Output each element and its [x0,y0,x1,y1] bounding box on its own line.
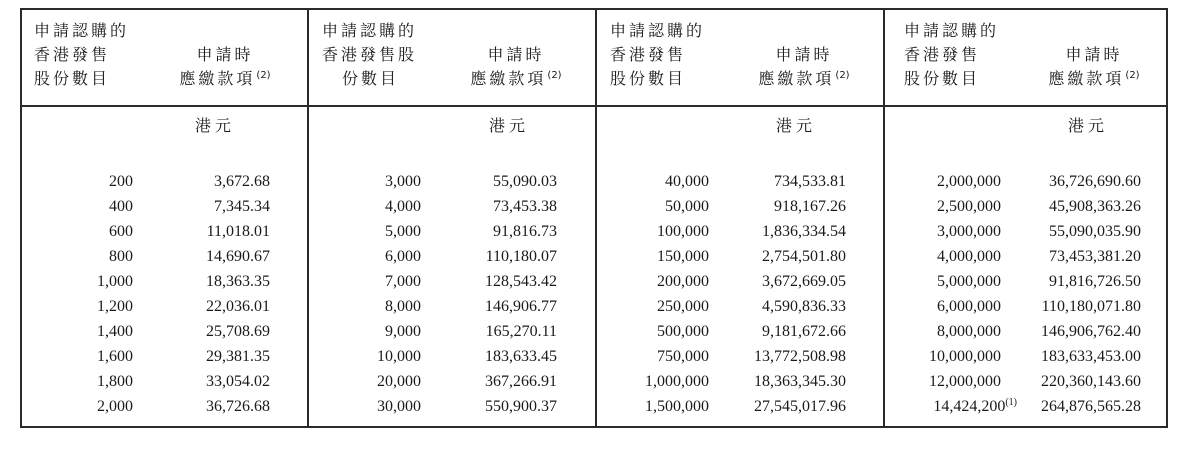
currency-unit: 港元 [776,116,817,135]
amount-cell: 734,533.81 [774,173,846,190]
footnote-marker: (1) [1005,397,1017,408]
amount-cell: 33,054.02 [206,373,270,390]
shares-cell: 12,000,000 [929,373,1001,390]
shares-cell: 4,000,000 [937,248,1001,265]
shares-cell: 6,000,000 [937,298,1001,315]
amount-cell: 73,453,381.20 [1049,248,1141,265]
shares-cell: 7,000 [385,273,421,290]
amount-cell: 110,180,071.80 [1041,298,1141,315]
amount-cell: 918,167.26 [774,198,846,215]
shares-cell: 2,000,000 [937,173,1001,190]
shares-cell: 9,000 [385,323,421,340]
shares-header: 申請認購的 香港發售 股份數目 [904,21,1000,88]
shares-cell: 2,000 [97,398,133,415]
shares-cell: 8,000,000 [937,323,1001,340]
amount-cell: 367,266.91 [485,373,557,390]
amount-cell: 9,181,672.66 [762,323,846,340]
shares-cell: 4,000 [385,198,421,215]
shares-cell: 1,000,000 [645,373,709,390]
header-divider [22,105,1166,107]
amount-cell: 110,180.07 [485,248,557,265]
shares-cell: 150,000 [657,248,709,265]
amount-cell: 220,360,143.60 [1041,373,1141,390]
shares-cell: 200 [109,173,133,190]
amount-cell: 55,090,035.90 [1049,223,1141,240]
amount-cell: 3,672,669.05 [762,273,846,290]
amount-cell: 11,018.01 [206,223,270,240]
amount-cell: 7,345.34 [214,198,270,215]
amount-cell: 29,381.35 [206,348,270,365]
amount-cell: 264,876,565.28 [1041,398,1141,415]
shares-cell: 14,424,200$^{(1)}$ [933,397,1017,415]
shares-cell: 200,000 [657,273,709,290]
shares-cell: 5,000 [385,223,421,240]
amount-cell: 13,772,508.98 [754,348,846,365]
shares-cell: 20,000 [377,373,421,390]
shares-cell: 8,000 [385,298,421,315]
shares-cell: 10,000 [377,348,421,365]
amount-cell: 36,726,690.60 [1049,173,1141,190]
amount-cell: 2,754,501.80 [762,248,846,265]
amount-cell: 3,672.68 [214,173,270,190]
shares-cell: 2,500,000 [937,198,1001,215]
shares-cell: 6,000 [385,248,421,265]
amount-cell: 18,363.35 [206,273,270,290]
shares-cell: 3,000 [385,173,421,190]
column-divider [883,10,885,426]
amount-cell: 91,816.73 [493,223,557,240]
shares-cell: 3,000,000 [937,223,1001,240]
amount-header: 申請時 應繳款項$^{(2)}$ [1048,45,1140,88]
shares-header: 申請認購的 香港發售股 份數目 [322,21,418,88]
column-divider [307,10,309,426]
shares-cell: 1,200 [97,298,133,315]
shares-cell: 600 [109,223,133,240]
amount-cell: 73,453.38 [493,198,557,215]
currency-unit: 港元 [489,116,530,135]
shares-cell: 750,000 [657,348,709,365]
amount-cell: 91,816,726.50 [1049,273,1141,290]
amount-cell: 45,908,363.26 [1049,198,1141,215]
amount-cell: 183,633.45 [485,348,557,365]
shares-cell: 100,000 [657,223,709,240]
shares-cell: 1,500,000 [645,398,709,415]
shares-cell: 1,600 [97,348,133,365]
amount-cell: 4,590,836.33 [762,298,846,315]
column-divider [595,10,597,426]
shares-cell: 800 [109,248,133,265]
amount-cell: 22,036.01 [206,298,270,315]
amount-header: 申請時 應繳款項$^{(2)}$ [470,45,562,88]
amount-cell: 128,543.42 [485,273,557,290]
shares-cell: 5,000,000 [937,273,1001,290]
currency-unit: 港元 [1068,116,1109,135]
shares-cell: 1,000 [97,273,133,290]
currency-unit: 港元 [195,116,236,135]
shares-cell: 10,000,000 [929,348,1001,365]
amount-cell: 146,906,762.40 [1041,323,1141,340]
amount-cell: 550,900.37 [485,398,557,415]
amount-cell: 18,363,345.30 [754,373,846,390]
amount-cell: 27,545,017.96 [754,398,846,415]
amount-header: 申請時 應繳款項$^{(2)}$ [179,45,271,88]
amount-cell: 36,726.68 [206,398,270,415]
shares-cell: 1,800 [97,373,133,390]
amount-cell: 14,690.67 [206,248,270,265]
shares-cell: 250,000 [657,298,709,315]
shares-cell: 30,000 [377,398,421,415]
shares-cell: 40,000 [665,173,709,190]
amount-cell: 1,836,334.54 [762,223,846,240]
shares-cell: 400 [109,198,133,215]
shares-cell: 1,400 [97,323,133,340]
amount-header: 申請時 應繳款項$^{(2)}$ [758,45,850,88]
amount-cell: 183,633,453.00 [1041,348,1141,365]
shares-header: 申請認購的 香港發售 股份數目 [610,21,706,88]
shares-cell: 50,000 [665,198,709,215]
shares-cell: 500,000 [657,323,709,340]
amount-cell: 146,906.77 [485,298,557,315]
amount-cell: 165,270.11 [485,323,557,340]
amount-cell: 55,090.03 [493,173,557,190]
shares-header: 申請認購的 香港發售 股份數目 [34,21,130,88]
amount-cell: 25,708.69 [206,323,270,340]
